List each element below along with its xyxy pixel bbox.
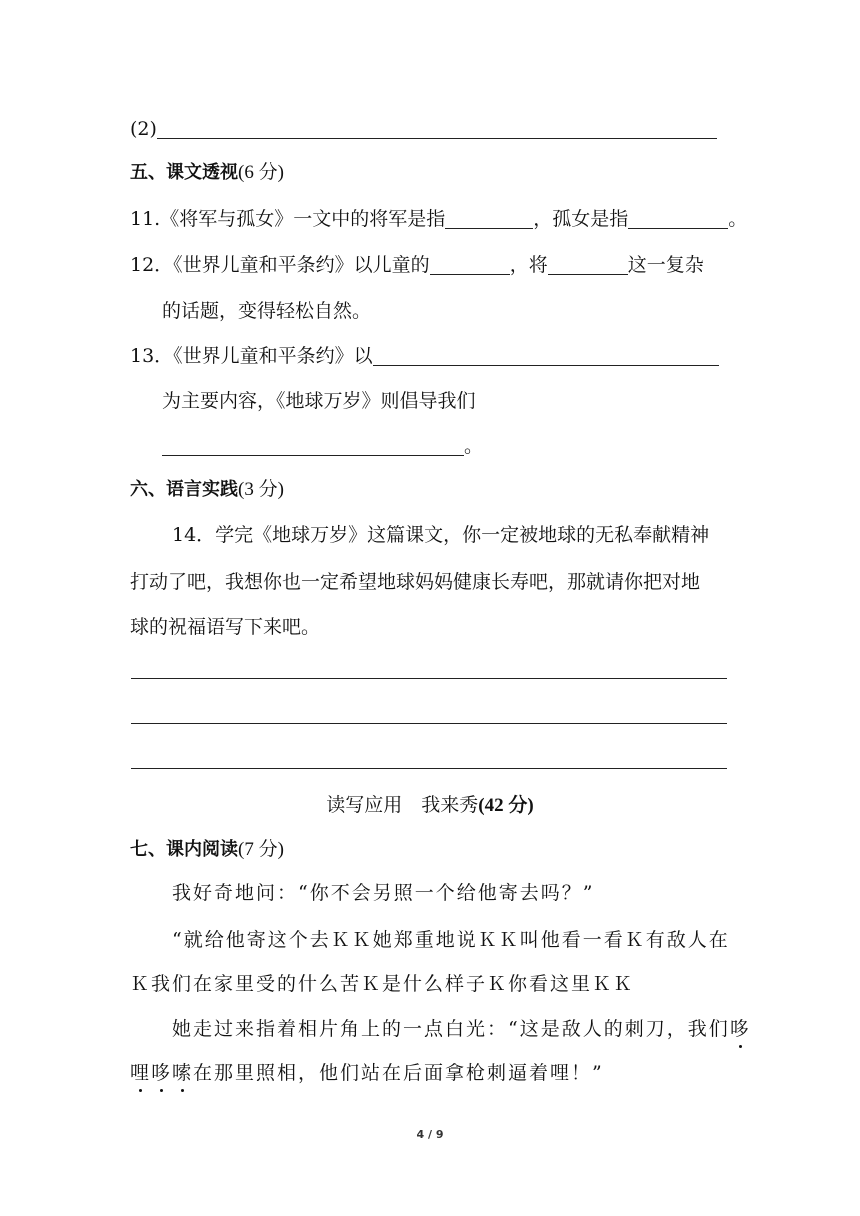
- question-text: 这一复杂: [627, 254, 704, 276]
- passage-paragraph-2-line-1: “就给他寄这个去ＫＫ她郑重地说ＫＫ叫他看一看Ｋ有敌人在: [172, 929, 730, 951]
- passage-text: 她走过来指着相片角上的一点白光：“这是敌人的刺刀，我们: [172, 1018, 730, 1040]
- part-title-score: (42 分): [478, 795, 534, 816]
- question-2-answer-line: [130, 116, 717, 142]
- passage-text: 在那里照相，他们站在后面拿枪刺逼着哩！”: [193, 1062, 604, 1084]
- section-heading-5: [130, 160, 284, 186]
- passage-paragraph-3-line-2: [130, 1060, 604, 1086]
- section-title: 六、语言实践: [130, 479, 238, 500]
- question-13-continuation: 为主要内容，《地球万岁》则倡导我们: [162, 390, 476, 412]
- section-title: 七、课内阅读: [130, 839, 238, 860]
- question-12: [130, 252, 704, 278]
- page-number: 4 / 9: [416, 1128, 444, 1141]
- emphasized-character: 哆: [151, 1062, 173, 1084]
- section-score: (3 分): [238, 479, 284, 500]
- answer-blank-2[interactable]: [548, 254, 628, 275]
- question-14-line-1: 14．学完《地球万岁》这篇课文，你一定被地球的无私奉献精神: [172, 524, 710, 546]
- question-text: 11.《将军与孤女》一文中的将军是指: [130, 208, 446, 230]
- answer-writing-line-3[interactable]: [131, 768, 727, 769]
- emphasized-character: 哆: [729, 1018, 751, 1040]
- passage-paragraph-1: 我好奇地问：“你不会另照一个给他寄去吗？”: [172, 882, 595, 904]
- answer-writing-line-2[interactable]: [131, 723, 727, 724]
- answer-blank-2[interactable]: [162, 435, 464, 456]
- question-text: 12．《世界儿童和平条约》以儿童的: [130, 254, 430, 276]
- section-title: 五、课文透视: [130, 162, 238, 183]
- answer-blank[interactable]: [157, 118, 717, 139]
- punctuation: 。: [464, 435, 484, 457]
- emphasized-character: 哩: [130, 1062, 152, 1084]
- section-heading-6: [130, 477, 284, 503]
- passage-paragraph-3-line-1: [172, 1016, 751, 1042]
- section-heading-7: [130, 837, 284, 863]
- question-11: [130, 206, 747, 232]
- part-title: [0, 792, 860, 819]
- question-14-line-2: 打动了吧，我想你也一定希望地球妈妈健康长寿吧，那就请你把对地: [130, 571, 701, 593]
- question-13-answer-line: [162, 433, 483, 459]
- section-score: (7 分): [238, 839, 284, 860]
- question-text: ，将: [509, 254, 548, 276]
- part-title-text: 读写应用 我来秀: [326, 794, 479, 816]
- question-text: ，孤女是指: [533, 208, 629, 230]
- question-12-continuation: 的话题，变得轻松自然。: [162, 300, 372, 322]
- answer-blank-girl[interactable]: [628, 208, 728, 229]
- answer-blank-1[interactable]: [430, 254, 510, 275]
- answer-blank-1[interactable]: [373, 345, 719, 366]
- question-text: 13．《世界儿童和平条约》以: [130, 345, 373, 367]
- answer-writing-line-1[interactable]: [131, 678, 727, 679]
- emphasized-character: 嗦: [172, 1062, 194, 1084]
- answer-blank-general[interactable]: [445, 208, 533, 229]
- passage-paragraph-2-line-2: Ｋ我们在家里受的什么苦Ｋ是什么样子Ｋ你看这里ＫＫ: [130, 973, 635, 995]
- question-label: (2): [130, 118, 157, 140]
- punctuation: 。: [728, 208, 748, 230]
- section-score: (6 分): [238, 162, 284, 183]
- question-13: [130, 343, 719, 369]
- question-14-line-3: 球的祝福语写下来吧。: [130, 616, 321, 638]
